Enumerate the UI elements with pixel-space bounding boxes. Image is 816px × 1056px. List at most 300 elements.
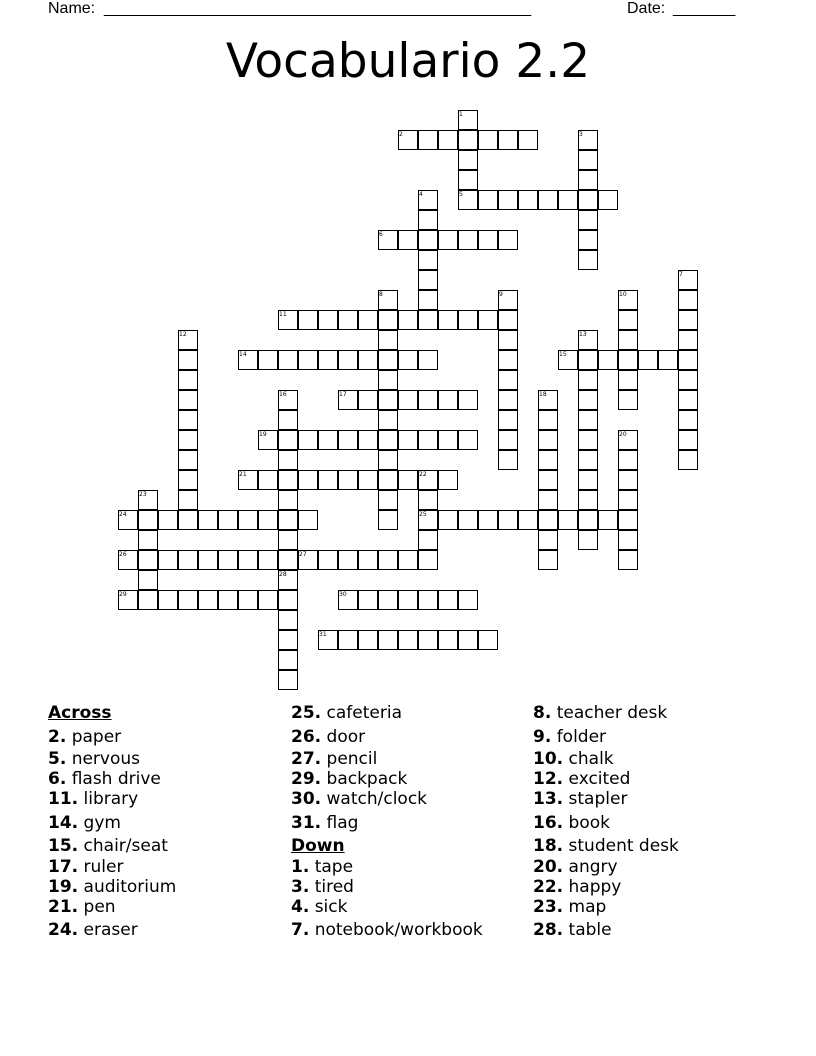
clue-item [291, 857, 353, 877]
grid-cell[interactable] [538, 430, 558, 450]
clue-number-label: 15. [48, 836, 79, 856]
grid-cell[interactable] [618, 550, 638, 570]
grid-cell[interactable] [418, 530, 438, 550]
grid-cell[interactable] [578, 350, 598, 370]
clue-number: 25 [419, 511, 427, 518]
grid-cell[interactable] [418, 430, 438, 450]
clue-number-label: 4. [291, 897, 310, 917]
grid-cell[interactable] [618, 450, 638, 470]
grid-cell[interactable] [478, 190, 498, 210]
grid-cell[interactable] [198, 590, 218, 610]
clue-number-label: 24. [48, 920, 79, 940]
grid-cell[interactable] [678, 390, 698, 410]
clue-item [533, 920, 612, 940]
grid-cell[interactable] [178, 490, 198, 510]
grid-cell[interactable] [298, 470, 318, 490]
clue-item [291, 789, 427, 809]
grid-cell[interactable] [278, 410, 298, 430]
clue-text: student desk [563, 836, 679, 856]
clue-item [533, 857, 618, 877]
grid-cell[interactable] [398, 630, 418, 650]
grid-cell[interactable] [498, 390, 518, 410]
grid-cell[interactable] [158, 550, 178, 570]
clue-item [533, 789, 627, 809]
grid-cell[interactable] [178, 430, 198, 450]
clue-item [291, 897, 347, 917]
clue-number: 18 [539, 391, 547, 398]
grid-cell[interactable] [378, 350, 398, 370]
clue-number-label: 27. [291, 749, 322, 769]
grid-cell[interactable] [298, 510, 318, 530]
grid-cell[interactable] [218, 510, 238, 530]
grid-cell[interactable] [418, 630, 438, 650]
clue-number: 20 [619, 431, 627, 438]
grid-cell[interactable] [398, 470, 418, 490]
grid-cell[interactable] [658, 350, 678, 370]
grid-cell[interactable] [158, 590, 178, 610]
clue-number: 9 [499, 291, 503, 298]
grid-cell[interactable] [618, 350, 638, 370]
grid-cell[interactable] [418, 350, 438, 370]
clue-item [291, 703, 402, 723]
grid-cell[interactable] [278, 470, 298, 490]
grid-cell[interactable] [578, 190, 598, 210]
grid-cell[interactable] [398, 550, 418, 570]
grid-cell[interactable] [298, 350, 318, 370]
grid-cell[interactable] [578, 510, 598, 530]
date-label: Date: [627, 0, 666, 17]
grid-cell[interactable] [278, 630, 298, 650]
grid-cell[interactable] [178, 410, 198, 430]
grid-cell[interactable] [378, 390, 398, 410]
grid-cell[interactable] [358, 590, 378, 610]
clue-text: door [321, 727, 366, 747]
grid-cell[interactable] [538, 410, 558, 430]
grid-cell[interactable] [418, 550, 438, 570]
clue-number: 5 [459, 191, 463, 198]
clue-number-label: 21. [48, 897, 79, 917]
grid-cell[interactable] [178, 370, 198, 390]
grid-cell[interactable] [578, 150, 598, 170]
grid-cell[interactable] [318, 350, 338, 370]
clue-number: 14 [239, 351, 247, 358]
grid-cell[interactable] [438, 430, 458, 450]
clue-number: 7 [679, 271, 683, 278]
clue-number-label: 13. [533, 789, 564, 809]
clue-number-label: 29. [291, 769, 322, 789]
grid-cell[interactable] [438, 390, 458, 410]
grid-cell[interactable] [358, 390, 378, 410]
grid-cell[interactable] [318, 470, 338, 490]
clue-item [533, 813, 610, 833]
grid-cell[interactable] [318, 310, 338, 330]
grid-cell[interactable] [638, 350, 658, 370]
clue-number: 17 [339, 391, 347, 398]
grid-cell[interactable] [578, 210, 598, 230]
grid-cell[interactable] [478, 630, 498, 650]
across-heading: Across [48, 703, 112, 723]
clue-number-label: 23. [533, 897, 564, 917]
grid-cell[interactable] [518, 190, 538, 210]
clue-number: 10 [619, 291, 627, 298]
clue-item [48, 877, 176, 897]
grid-cell[interactable] [378, 370, 398, 390]
grid-cell[interactable] [378, 550, 398, 570]
grid-cell[interactable] [498, 230, 518, 250]
clue-item [48, 789, 138, 809]
grid-cell[interactable] [358, 430, 378, 450]
grid-cell[interactable] [438, 590, 458, 610]
grid-cell[interactable] [138, 570, 158, 590]
grid-cell[interactable] [178, 510, 198, 530]
grid-cell[interactable] [278, 430, 298, 450]
grid-cell[interactable] [418, 310, 438, 330]
clue-item [533, 836, 679, 856]
clue-text: angry [563, 857, 618, 877]
grid-cell[interactable] [438, 130, 458, 150]
grid-cell[interactable] [558, 190, 578, 210]
clue-number-label: 7. [291, 920, 310, 940]
clue-item [291, 749, 377, 769]
grid-cell[interactable] [198, 550, 218, 570]
clue-number: 4 [419, 191, 423, 198]
clue-item [533, 897, 606, 917]
clue-number-label: 25. [291, 703, 322, 723]
grid-cell[interactable] [358, 310, 378, 330]
clue-item [291, 769, 407, 789]
grid-cell[interactable] [338, 310, 358, 330]
grid-cell[interactable] [258, 350, 278, 370]
clue-text: watch/clock [321, 789, 428, 809]
grid-cell[interactable] [498, 510, 518, 530]
grid-cell[interactable] [478, 230, 498, 250]
grid-cell[interactable] [478, 130, 498, 150]
clue-number: 2 [399, 131, 403, 138]
grid-cell[interactable] [418, 230, 438, 250]
grid-cell[interactable] [678, 290, 698, 310]
clue-number: 26 [119, 551, 127, 558]
grid-cell[interactable] [498, 330, 518, 350]
grid-cell[interactable] [678, 370, 698, 390]
grid-cell[interactable] [418, 490, 438, 510]
clue-number: 13 [579, 331, 587, 338]
page-title: Vocabulario 2.2 [225, 34, 591, 89]
grid-cell[interactable] [578, 470, 598, 490]
grid-cell[interactable] [418, 290, 438, 310]
grid-cell[interactable] [378, 590, 398, 610]
clue-item [48, 813, 121, 833]
grid-cell[interactable] [278, 510, 298, 530]
grid-cell[interactable] [578, 490, 598, 510]
grid-cell[interactable] [678, 430, 698, 450]
grid-cell[interactable] [458, 430, 478, 450]
grid-cell[interactable] [418, 210, 438, 230]
name-field[interactable]: ________________________________________________ [104, 0, 532, 17]
clue-number: 29 [119, 591, 127, 598]
grid-cell[interactable] [418, 590, 438, 610]
grid-cell[interactable] [578, 410, 598, 430]
grid-cell[interactable] [178, 590, 198, 610]
grid-cell[interactable] [238, 590, 258, 610]
grid-cell[interactable] [578, 250, 598, 270]
grid-cell[interactable] [378, 310, 398, 330]
grid-cell[interactable] [678, 330, 698, 350]
clue-number: 1 [459, 111, 463, 118]
clue-number-label: 18. [533, 836, 564, 856]
grid-cell[interactable] [178, 450, 198, 470]
grid-cell[interactable] [298, 430, 318, 450]
clue-text: eraser [78, 920, 138, 940]
grid-cell[interactable] [278, 530, 298, 550]
grid-cell[interactable] [538, 490, 558, 510]
clue-text: auditorium [78, 877, 177, 897]
clue-number: 27 [299, 551, 307, 558]
grid-cell[interactable] [578, 370, 598, 390]
grid-cell[interactable] [278, 650, 298, 670]
grid-cell[interactable] [678, 350, 698, 370]
grid-cell[interactable] [518, 510, 538, 530]
grid-cell[interactable] [358, 630, 378, 650]
grid-cell[interactable] [498, 130, 518, 150]
grid-cell[interactable] [338, 470, 358, 490]
clue-text: tape [309, 857, 354, 877]
grid-cell[interactable] [498, 410, 518, 430]
clue-number: 15 [559, 351, 567, 358]
grid-cell[interactable] [378, 410, 398, 430]
clue-item [533, 703, 667, 723]
grid-cell[interactable] [278, 350, 298, 370]
grid-cell[interactable] [378, 630, 398, 650]
grid-cell[interactable] [438, 310, 458, 330]
grid-cell[interactable] [338, 430, 358, 450]
grid-cell[interactable] [258, 590, 278, 610]
grid-cell[interactable] [458, 390, 478, 410]
grid-cell[interactable] [618, 390, 638, 410]
grid-cell[interactable] [678, 450, 698, 470]
clue-text: pencil [321, 749, 378, 769]
grid-cell[interactable] [438, 630, 458, 650]
grid-cell[interactable] [278, 590, 298, 610]
clue-item [291, 920, 483, 940]
grid-cell[interactable] [458, 590, 478, 610]
clue-number: 6 [379, 231, 383, 238]
clue-number: 19 [259, 431, 267, 438]
grid-cell[interactable] [258, 510, 278, 530]
grid-cell[interactable] [178, 390, 198, 410]
grid-cell[interactable] [618, 510, 638, 530]
grid-cell[interactable] [418, 390, 438, 410]
grid-cell[interactable] [398, 590, 418, 610]
clue-text: chalk [563, 749, 614, 769]
clue-text: tired [309, 877, 354, 897]
clue-text: stapler [563, 789, 628, 809]
clue-text: backpack [321, 769, 408, 789]
grid-cell[interactable] [278, 670, 298, 690]
grid-cell[interactable] [458, 170, 478, 190]
clue-text: cafeteria [321, 703, 402, 723]
grid-cell[interactable] [478, 310, 498, 330]
grid-cell[interactable] [498, 370, 518, 390]
grid-cell[interactable] [678, 410, 698, 430]
clue-text: flash drive [66, 769, 161, 789]
grid-cell[interactable] [178, 550, 198, 570]
grid-cell[interactable] [138, 530, 158, 550]
grid-cell[interactable] [338, 630, 358, 650]
clue-item [533, 749, 614, 769]
grid-cell[interactable] [398, 310, 418, 330]
grid-cell[interactable] [358, 470, 378, 490]
grid-cell[interactable] [398, 430, 418, 450]
grid-cell[interactable] [538, 450, 558, 470]
grid-cell[interactable] [378, 330, 398, 350]
grid-cell[interactable] [538, 510, 558, 530]
grid-cell[interactable] [378, 430, 398, 450]
grid-cell[interactable] [218, 590, 238, 610]
clue-text: chair/seat [78, 836, 168, 856]
grid-cell[interactable] [438, 230, 458, 250]
clue-number-label: 17. [48, 857, 79, 877]
grid-cell[interactable] [138, 550, 158, 570]
grid-cell[interactable] [458, 230, 478, 250]
grid-cell[interactable] [538, 550, 558, 570]
grid-cell[interactable] [398, 390, 418, 410]
grid-cell[interactable] [378, 450, 398, 470]
grid-cell[interactable] [618, 470, 638, 490]
clue-text: excited [563, 769, 631, 789]
grid-cell[interactable] [578, 450, 598, 470]
grid-cell[interactable] [578, 430, 598, 450]
clue-item [291, 813, 358, 833]
grid-cell[interactable] [618, 490, 638, 510]
clue-text: book [563, 813, 610, 833]
grid-cell[interactable] [578, 390, 598, 410]
grid-cell[interactable] [418, 130, 438, 150]
clue-number-label: 9. [533, 727, 552, 747]
grid-cell[interactable] [578, 170, 598, 190]
clue-number-label: 20. [533, 857, 564, 877]
grid-cell[interactable] [578, 230, 598, 250]
clue-number-label: 10. [533, 749, 564, 769]
grid-cell[interactable] [498, 430, 518, 450]
grid-cell[interactable] [378, 490, 398, 510]
clue-number: 30 [339, 591, 347, 598]
grid-cell[interactable] [238, 550, 258, 570]
grid-cell[interactable] [498, 310, 518, 330]
grid-cell[interactable] [178, 470, 198, 490]
date-field[interactable]: _______ [673, 0, 736, 17]
grid-cell[interactable] [358, 350, 378, 370]
grid-cell[interactable] [338, 350, 358, 370]
grid-cell[interactable] [498, 190, 518, 210]
grid-cell[interactable] [398, 230, 418, 250]
grid-cell[interactable] [178, 350, 198, 370]
grid-cell[interactable] [618, 330, 638, 350]
grid-cell[interactable] [278, 610, 298, 630]
grid-cell[interactable] [258, 550, 278, 570]
clue-text: nervous [66, 749, 141, 769]
clue-number: 28 [279, 571, 287, 578]
clue-number-label: 26. [291, 727, 322, 747]
clue-number: 8 [379, 291, 383, 298]
grid-cell[interactable] [618, 370, 638, 390]
grid-cell[interactable] [278, 450, 298, 470]
clue-number: 21 [239, 471, 247, 478]
grid-cell[interactable] [158, 510, 178, 530]
grid-cell[interactable] [218, 550, 238, 570]
grid-cell[interactable] [538, 470, 558, 490]
clue-item [533, 877, 621, 897]
grid-cell[interactable] [438, 470, 458, 490]
clue-number-label: 5. [48, 749, 67, 769]
clue-text: teacher desk [551, 703, 668, 723]
grid-cell[interactable] [678, 310, 698, 330]
grid-cell[interactable] [458, 310, 478, 330]
clue-number-label: 19. [48, 877, 79, 897]
grid-cell[interactable] [598, 350, 618, 370]
clue-number-label: 1. [291, 857, 310, 877]
grid-cell[interactable] [558, 510, 578, 530]
clue-number-label: 22. [533, 877, 564, 897]
grid-cell[interactable] [318, 430, 338, 450]
grid-cell[interactable] [198, 510, 218, 530]
grid-cell[interactable] [398, 350, 418, 370]
grid-cell[interactable] [458, 510, 478, 530]
clue-text: library [78, 789, 139, 809]
grid-cell[interactable] [458, 630, 478, 650]
clue-item [48, 897, 116, 917]
grid-cell[interactable] [338, 550, 358, 570]
grid-cell[interactable] [538, 190, 558, 210]
grid-cell[interactable] [418, 270, 438, 290]
grid-cell[interactable] [258, 470, 278, 490]
grid-cell[interactable] [458, 130, 478, 150]
name-label: Name: [48, 0, 96, 17]
grid-cell[interactable] [518, 130, 538, 150]
grid-cell[interactable] [278, 550, 298, 570]
grid-cell[interactable] [378, 470, 398, 490]
grid-cell[interactable] [378, 510, 398, 530]
grid-cell[interactable] [358, 550, 378, 570]
grid-cell[interactable] [418, 250, 438, 270]
grid-cell[interactable] [578, 530, 598, 550]
grid-cell[interactable] [598, 510, 618, 530]
grid-cell[interactable] [238, 510, 258, 530]
grid-cell[interactable] [138, 510, 158, 530]
grid-cell[interactable] [618, 530, 638, 550]
grid-cell[interactable] [438, 510, 458, 530]
clue-number: 22 [419, 471, 427, 478]
grid-cell[interactable] [498, 350, 518, 370]
grid-cell[interactable] [138, 590, 158, 610]
grid-cell[interactable] [318, 550, 338, 570]
clue-item [48, 857, 123, 877]
grid-cell[interactable] [278, 490, 298, 510]
clue-item [48, 749, 140, 769]
clue-item [48, 727, 121, 747]
clue-item [533, 769, 630, 789]
clue-number: 16 [279, 391, 287, 398]
clue-number-label: 28. [533, 920, 564, 940]
grid-cell[interactable] [298, 310, 318, 330]
grid-cell[interactable] [598, 190, 618, 210]
grid-cell[interactable] [498, 450, 518, 470]
clue-number: 31 [319, 631, 327, 638]
grid-cell[interactable] [538, 530, 558, 550]
grid-cell[interactable] [618, 310, 638, 330]
grid-cell[interactable] [478, 510, 498, 530]
clue-item [291, 877, 354, 897]
grid-cell[interactable] [458, 150, 478, 170]
